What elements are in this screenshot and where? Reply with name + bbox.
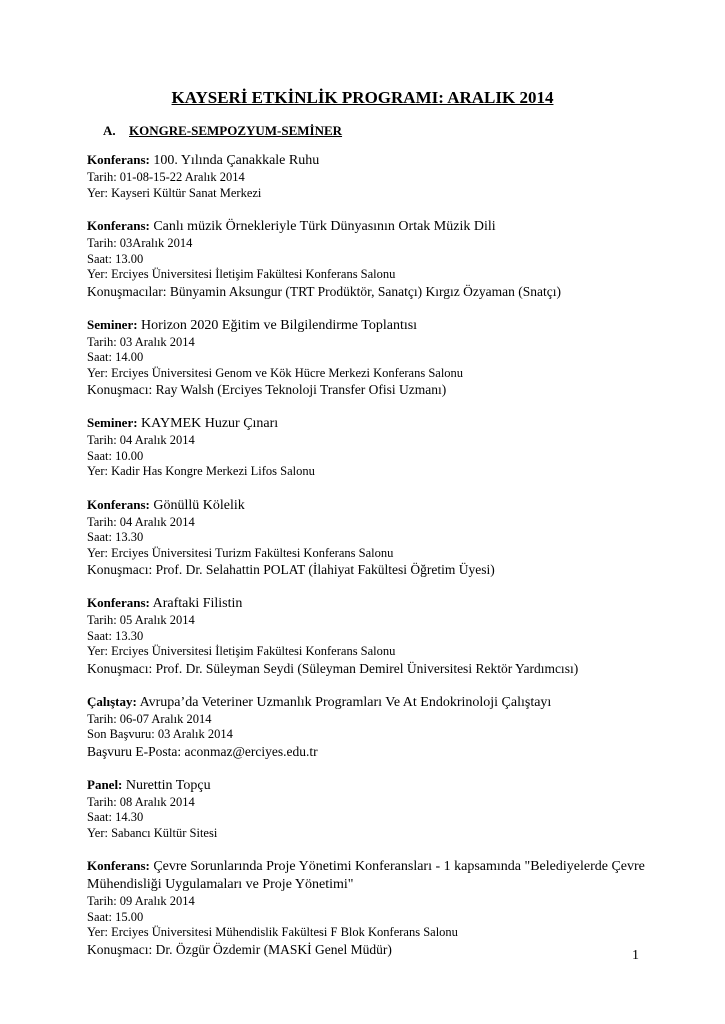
event-type: Seminer:: [87, 316, 138, 332]
event-name: Avrupa’da Veteriner Uzmanlık Programları Ve At Endokrinoloji Çalıştayı: [139, 694, 552, 710]
page-number: 1: [632, 948, 639, 963]
event-name: KAYMEK Huzur Çınarı: [141, 416, 279, 431]
event-detail-line: Saat: 14.00: [87, 350, 144, 364]
event-detail-line: Tarih: 01-08-15-22 Aralık 2014: [87, 170, 245, 184]
event-heading: [87, 857, 687, 894]
event-detail-line: Son Başvuru: 03 Aralık 2014: [87, 727, 233, 741]
event-type: Çalıştay:: [87, 693, 137, 709]
event-name: 100. Yılında Çanakkale Ruhu: [153, 153, 320, 168]
event-type: Panel:: [87, 776, 123, 792]
event-detail-line: Saat: 14.30: [87, 810, 144, 824]
event-name: Araftaki Filistin: [152, 596, 243, 611]
event-detail-line: Konuşmacılar: Bünyamin Aksungur (TRT Prodüktör, Sanatçı) Kırgız Özyaman (Snatçı): [87, 283, 561, 299]
event-type: Konferans:: [87, 858, 150, 873]
event-detail-line: Yer: Erciyes Üniversitesi Turizm Fakültesi Konferans Salonu: [87, 545, 394, 560]
event-detail-line: Başvuru E-Posta: aconmaz@erciyes.edu.tr: [87, 743, 318, 759]
event-heading: [87, 776, 687, 795]
event-name: Gönüllü Kölelik: [153, 497, 245, 513]
event-detail-line: Konuşmacı: Prof. Dr. Süleyman Seydi (Süleyman Demirel Üniversitesi Rektör Yardımcısı): [87, 660, 579, 676]
event-detail-line: Yer: Erciyes Üniversitesi İletişim Fakültesi Konferans Salonu: [87, 644, 396, 658]
event-name: Çevre Sorunlarında Proje Yönetimi Konferansları - 1 kapsamında "Belediyelerde Çevre Mühendisliği Uygulamaları ve Proje Yönetimi": [87, 859, 645, 892]
event-type: Konferans:: [87, 496, 150, 512]
event-item: [87, 496, 687, 579]
event-detail-line: Konuşmacı: Prof. Dr. Selahattin POLAT (İlahiyat Fakültesi Öğretim Üyesi): [87, 562, 495, 577]
event-detail-line: Tarih: 04 Aralık 2014: [87, 433, 195, 447]
event-heading: [87, 594, 687, 613]
event-detail-line: Tarih: 04 Aralık 2014: [87, 514, 195, 529]
event-item: [87, 151, 687, 201]
event-item: [87, 414, 687, 480]
event-item: [87, 776, 687, 842]
event-detail-line: Yer: Kayseri Kültür Sanat Merkezi: [87, 185, 262, 200]
event-type: Konferans:: [87, 218, 150, 233]
event-detail-line: Tarih: 05 Aralık 2014: [87, 613, 195, 627]
event-list: [87, 151, 687, 974]
event-detail-line: Yer: Erciyes Üniversitesi İletişim Fakültesi Konferans Salonu: [87, 267, 396, 281]
event-item: [87, 594, 687, 677]
event-item: [87, 857, 687, 958]
event-detail-line: Saat: 13.00: [87, 251, 144, 266]
event-detail-line: Tarih: 03 Aralık 2014: [87, 334, 195, 349]
event-type: Seminer:: [87, 415, 138, 430]
event-detail-line: Saat: 15.00: [87, 909, 144, 924]
event-detail-line: Tarih: 06-07 Aralık 2014: [87, 711, 212, 726]
event-type: Konferans:: [87, 595, 150, 610]
page-title: KAYSERİ ETKİNLİK PROGRAMI: ARALIK 2014: [171, 88, 554, 107]
event-heading: [87, 151, 687, 170]
event-item: [87, 316, 687, 399]
event-detail-line: Saat: 13.30: [87, 530, 144, 544]
event-item: [87, 693, 687, 760]
section-number: A.: [103, 123, 116, 138]
event-detail-line: Saat: 10.00: [87, 448, 144, 463]
event-detail-line: Yer: Erciyes Üniversitesi Genom ve Kök Hücre Merkezi Konferans Salonu: [87, 365, 464, 380]
event-name: Horizon 2020 Eğitim ve Bilgilendirme Toplantısı: [141, 317, 418, 333]
event-item: [87, 217, 687, 300]
event-detail-line: Tarih: 08 Aralık 2014: [87, 794, 195, 809]
event-detail-line: Yer: Erciyes Üniversitesi Mühendislik Fakültesi F Blok Konferans Salonu: [87, 925, 458, 939]
event-heading: [87, 414, 687, 433]
event-detail-line: Tarih: 09 Aralık 2014: [87, 894, 195, 908]
event-heading: [87, 217, 687, 236]
event-detail-line: Konuşmacı: Ray Walsh (Erciyes Teknoloji Transfer Ofisi Uzmanı): [87, 382, 447, 397]
event-name: Nurettin Topçu: [125, 777, 211, 793]
section-heading: [103, 123, 342, 139]
event-detail-line: Tarih: 03Aralık 2014: [87, 236, 193, 250]
event-heading: [87, 693, 687, 712]
event-detail-line: Yer: Sabancı Kültür Sitesi: [87, 825, 218, 840]
event-detail-line: Konuşmacı: Dr. Özgür Özdemir (MASKİ Genel Müdür): [87, 941, 392, 957]
event-heading: [87, 496, 687, 515]
event-detail-line: Yer: Kadir Has Kongre Merkezi Lifos Salonu: [87, 464, 315, 478]
event-name: Canlı müzik Örnekleriyle Türk Dünyasının Ortak Müzik Dili: [153, 219, 496, 234]
event-detail-line: Saat: 13.30: [87, 628, 144, 643]
section-label: KONGRE-SEMPOZYUM-SEMİNER: [129, 123, 343, 138]
event-heading: [87, 316, 687, 335]
event-type: Konferans:: [87, 152, 150, 167]
